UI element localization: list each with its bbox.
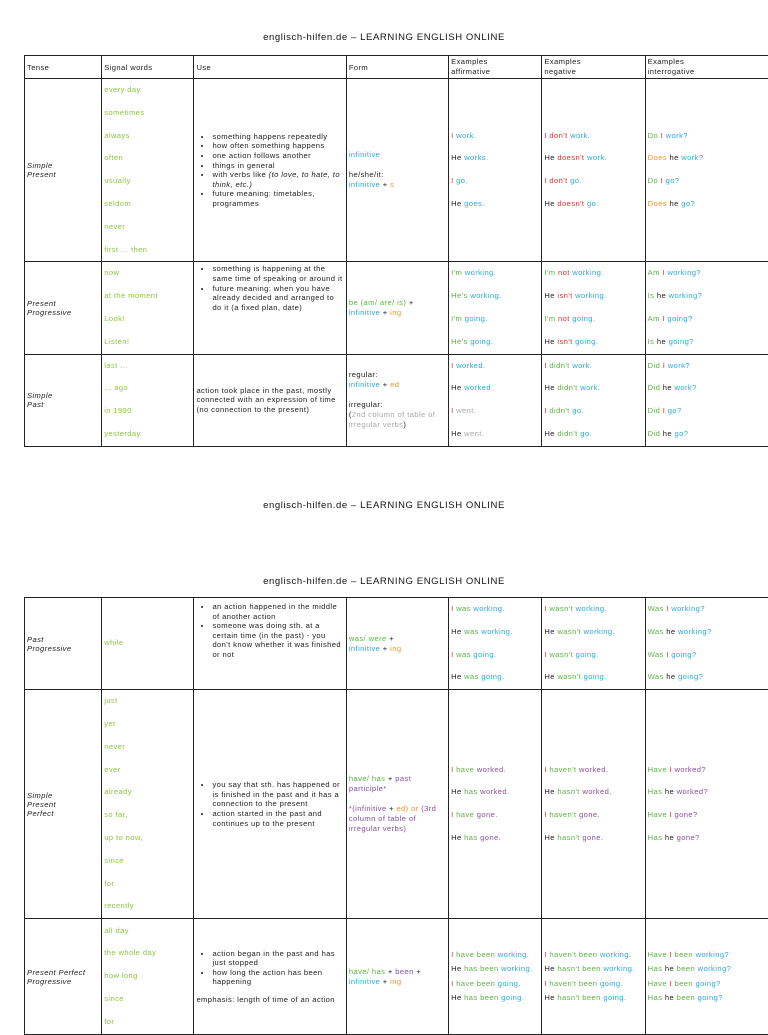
use-cell: • an action happened in the middle of another action • someone was doing sth. at a certain time (in the past) - you don't know whether it was finished or not — [194, 598, 346, 690]
tense-simple-past: Simple Past — [25, 354, 102, 446]
tenses-table-2 — [24, 597, 768, 1035]
examples-interrogative: Am I working? Is he working? Am I going? Is he going? — [645, 262, 768, 354]
examples-affirmative: I have been working. He has been working. I have been going. He has been going. — [449, 919, 542, 1035]
form-cell: be (am/ are/ is) + infinitive + ing — [346, 262, 448, 354]
signal-words: just yet never ever already so far, up to now, since for recently — [102, 690, 194, 919]
examples-interrogative: Have I worked? Has he worked? Have I gone? Has he gone? — [645, 690, 768, 919]
form-cell: have/ has + past participle* *(infinitive + ed) or (3rd column of table of irregular verbs) — [346, 690, 448, 919]
tense-present-perfect: Simple Present Perfect — [25, 690, 102, 919]
examples-negative: I wasn't working. He wasn't working. I wasn't going. He wasn't going. — [542, 598, 645, 690]
use-cell: • something happens repeatedly • how often something happens • one action follows another • things in general • with verbs like (to love, to hate, to think, etc.) • future meaning: timetables, programmes — [194, 79, 346, 262]
table-row — [25, 919, 768, 1035]
page-header-1: englisch-hilfen.de – LEARNING ENGLISH ONLINE — [0, 32, 768, 43]
tenses-table-1 — [24, 55, 768, 447]
examples-interrogative: Was I working? Was he working? Was I going? Was he going? — [645, 598, 768, 690]
examples-affirmative: I work. He works. I go. He goes. — [449, 79, 542, 262]
examples-affirmative: I was working. He was working. I was going. He was going. — [449, 598, 542, 690]
tense-present-perfect-progressive: Present Perfect Progressive — [25, 919, 102, 1035]
examples-negative: I haven't worked. He hasn't worked. I haven't gone. He hasn't gone. — [542, 690, 645, 919]
header-tense: Tense — [25, 56, 102, 79]
signal-words: every day sometimes always often usually seldom never first ... then — [102, 79, 194, 262]
examples-interrogative: Have I been working? Has he been working? Have I been going? Has he been going? — [645, 919, 768, 1035]
use-cell: • action began in the past and has just stopped • how long the action has been happening emphasis: length of time of an action — [194, 919, 346, 1035]
table-header-row — [25, 56, 768, 79]
examples-negative: I didn't work. He didn't work. I didn't go. He didn't go. — [542, 354, 645, 446]
signal-words: last ... ... ago in 1990 yesterday — [102, 354, 194, 446]
table-row — [25, 354, 768, 446]
use-cell: • something is happening at the same time of speaking or around it • future meaning: when you have already decided and arranged to do it (a fixed plan, date) — [194, 262, 346, 354]
tense-present-progressive: Present Progressive — [25, 262, 102, 354]
header-signal-words: Signal words — [102, 56, 194, 79]
header-affirmative: Examples affirmative — [449, 56, 542, 79]
examples-negative: I haven't been working. He hasn't been working. I haven't been going. He hasn't been going. — [542, 919, 645, 1035]
signal-words: now at the moment Look! Listen! — [102, 262, 194, 354]
examples-negative: I don't work. He doesn't work. I don't go. He doesn't go. — [542, 79, 645, 262]
table-row — [25, 262, 768, 354]
examples-negative: I'm not working. He isn't working. I'm not going. He isn't going. — [542, 262, 645, 354]
table-row — [25, 79, 768, 262]
use-cell: • you say that sth. has happened or is finished in the past and it has a connection to the present • action started in the past and continues up to the present — [194, 690, 346, 919]
header-interrogative: Examples interrogative — [645, 56, 768, 79]
examples-affirmative: I'm working. He's working. I'm going. He's going. — [449, 262, 542, 354]
form-cell: was/ were + infinitive + ing — [346, 598, 448, 690]
table-row — [25, 690, 768, 919]
header-negative: Examples negative — [542, 56, 645, 79]
signal-words: while — [102, 598, 194, 690]
page-header-2: englisch-hilfen.de – LEARNING ENGLISH ONLINE — [0, 500, 768, 511]
header-form: Form — [346, 56, 448, 79]
examples-interrogative: Did I work? Did he work? Did I go? Did he go? — [645, 354, 768, 446]
form-cell: infinitive he/she/it: infinitive + s — [346, 79, 448, 262]
form-cell: have/ has + been + infinitive + ing — [346, 919, 448, 1035]
tense-simple-present: Simple Present — [25, 79, 102, 262]
examples-affirmative: I worked. He worked. I went. He went. — [449, 354, 542, 446]
examples-interrogative: Do I work? Does he work? Do I go? Does he go? — [645, 79, 768, 262]
examples-affirmative: I have worked. He has worked. I have gone. He has gone. — [449, 690, 542, 919]
form-cell: regular: infinitive + ed irregular: (2nd column of table of irregular verbs) — [346, 354, 448, 446]
table-row — [25, 598, 768, 690]
signal-words: all day the whole day how long since for — [102, 919, 194, 1035]
use-cell: action took place in the past, mostly connected with an expression of time (no connection to the present) — [194, 354, 346, 446]
page-header-3: englisch-hilfen.de – LEARNING ENGLISH ONLINE — [0, 576, 768, 587]
tense-past-progressive: Past Progressive — [25, 598, 102, 690]
header-use: Use — [194, 56, 346, 79]
